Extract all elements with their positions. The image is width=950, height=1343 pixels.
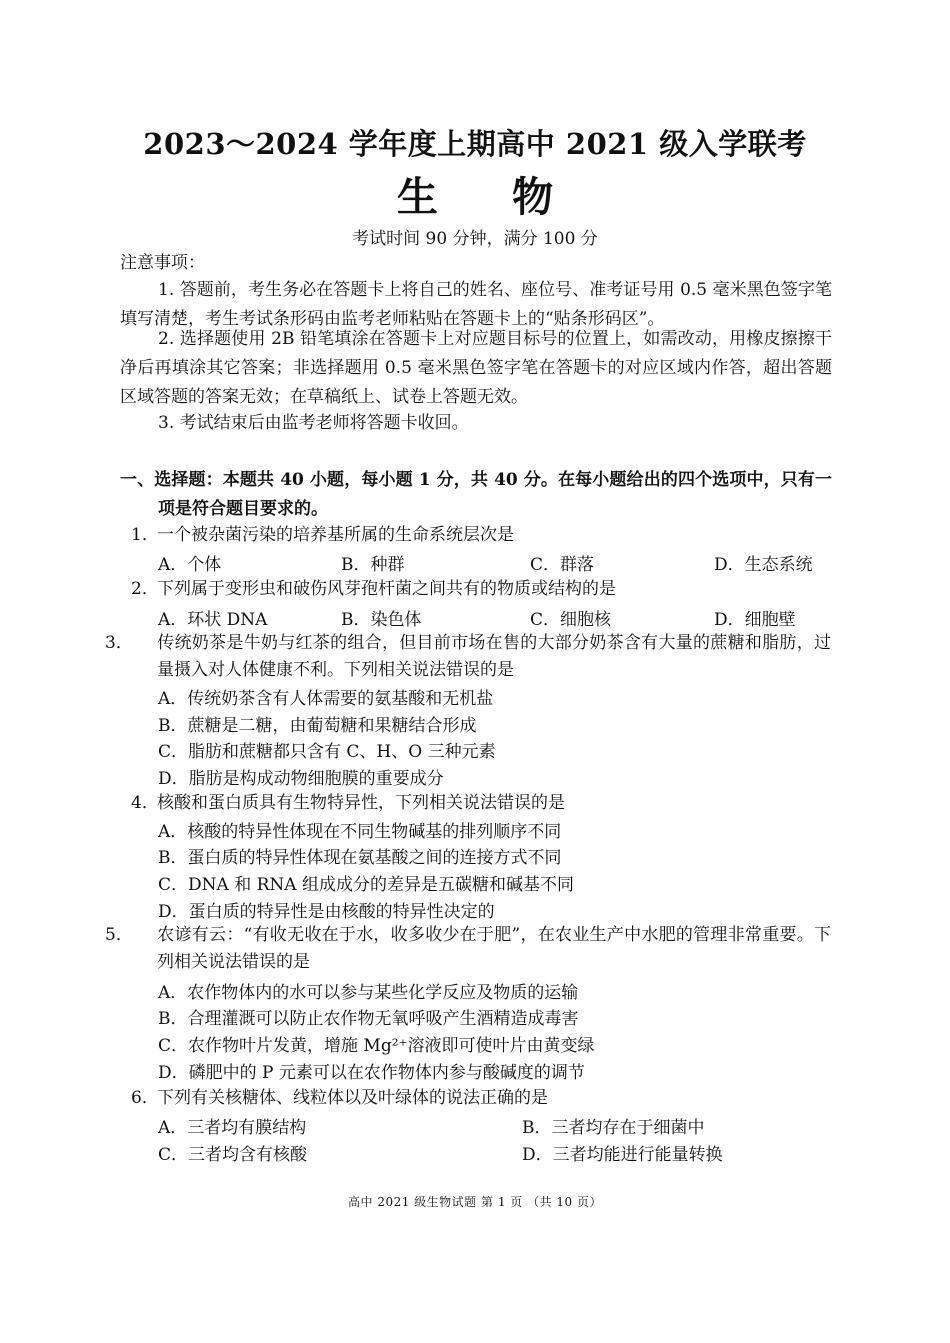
exam-title: 2023～2024 学年度上期高中 2021 级入学联考 xyxy=(143,127,807,161)
question-5 xyxy=(105,922,831,976)
option-c: C．DNA 和 RNA 组成成分的差异是五碳糖和碱基不同 xyxy=(158,875,574,895)
question-stem: 下列属于变形虫和破伤风芽孢杆菌之间共有的物质或结构的是 xyxy=(157,579,616,599)
question-2 xyxy=(131,576,831,603)
notice-item: 3. 考试结束后由监考老师将答题卡收回。 xyxy=(158,413,469,433)
subject-title: 生 物 xyxy=(396,173,584,221)
question-4 xyxy=(131,790,831,817)
question-stem: 下列有关核糖体、线粒体以及叶绿体的说法正确的是 xyxy=(157,1088,548,1108)
question-stem: 核酸和蛋白质具有生物特异性，下列相关说法错误的是 xyxy=(157,793,565,813)
option-d: D．蛋白质的特异性是由核酸的特异性决定的 xyxy=(158,902,495,922)
option-b: B．三者均存在于细菌中 xyxy=(522,1118,705,1138)
question-stem: 传统奶茶是牛奶与红茶的组合，但目前市场在售的大部分奶茶含有大量的蔗糖和脂肪，过量摄入对人体健康不利。下列相关说法错误的是 xyxy=(157,633,831,680)
question-number: 2． xyxy=(131,579,159,599)
option-b: B．蔗糖是二糖，由葡萄糖和果糖结合形成 xyxy=(158,716,477,736)
option-a: A．传统奶茶含有人体需要的氨基酸和无机盐 xyxy=(158,689,494,709)
question-stem: 一个被杂菌污染的培养基所属的生命系统层次是 xyxy=(157,525,514,545)
option-a: A．环状 DNA xyxy=(158,610,268,630)
question-number: 1． xyxy=(131,525,159,545)
question-number: 4． xyxy=(131,793,159,813)
notice-item: 1. 答题前，考生务必在答题卡上将自己的姓名、座位号、准考证号用 0.5 毫米黑色签字笔填写清楚，考生考试条形码由监考老师粘贴在答题卡上的“贴条形码区”。 xyxy=(120,280,832,329)
option-b: B．种群 xyxy=(341,555,405,575)
option-d: D．生态系统 xyxy=(714,555,813,575)
notice-item: 2. 选择题使用 2B 铅笔填涂在答题卡上对应题目标号的位置上，如需改动，用橡皮擦擦干净后再填涂其它答案；非选择题用 0.5 毫米黑色签字笔在答题卡的对应区域内作答，超出答题区域答题的答案无效；在草稿纸上、试卷上答题无效。 xyxy=(120,329,832,407)
question-6 xyxy=(131,1085,831,1112)
option-b: B．合理灌溉可以防止农作物无氧呼吸产生酒精造成毒害 xyxy=(158,1009,579,1029)
question-number: 5． xyxy=(105,925,133,945)
option-d: D．三者均能进行能量转换 xyxy=(522,1145,723,1165)
section-heading: 一、选择题：本题共 40 小题，每小题 1 分，共 40 分。在每小题给出的四个选项中，只有一项是符合题目要求的。 xyxy=(120,470,832,519)
question-1 xyxy=(131,522,831,549)
option-c: C．农作物叶片发黄，增施 Mg²⁺溶液即可使叶片由黄变绿 xyxy=(158,1036,595,1056)
page-footer: 高中 2021 级生物试题 第 1 页 （共 10 页） xyxy=(348,1195,602,1209)
question-3 xyxy=(105,630,831,684)
option-b: B．染色体 xyxy=(341,610,422,630)
option-d: D．细胞壁 xyxy=(714,610,796,630)
option-b: B．蛋白质的特异性体现在氨基酸之间的连接方式不同 xyxy=(158,848,562,868)
option-c: C．脂肪和蔗糖都只含有 C、H、O 三种元素 xyxy=(158,742,496,762)
option-a: A．核酸的特异性体现在不同生物碱基的排列顺序不同 xyxy=(158,822,562,842)
question-stem: 农谚有云：“有收无收在于水，收多收少在于肥”，在农业生产中水肥的管理非常重要。下列相关说法错误的是 xyxy=(157,925,831,972)
option-d: D．脂肪是构成动物细胞膜的重要成分 xyxy=(158,769,444,789)
option-a: A．三者均有膜结构 xyxy=(158,1118,307,1138)
option-c: C．群落 xyxy=(530,555,595,575)
option-c: C．三者均含有核酸 xyxy=(158,1145,308,1165)
option-c: C．细胞核 xyxy=(530,610,612,630)
notice-heading: 注意事项： xyxy=(120,253,205,273)
option-d: D．磷肥中的 P 元素可以在农作物体内参与酸碱度的调节 xyxy=(158,1063,585,1083)
exam-info: 考试时间 90 分钟，满分 100 分 xyxy=(352,229,598,249)
question-number: 3． xyxy=(105,633,133,653)
question-number: 6． xyxy=(131,1088,159,1108)
option-a: A．农作物体内的水可以参与某些化学反应及物质的运输 xyxy=(158,983,579,1003)
option-a: A．个体 xyxy=(158,555,222,575)
